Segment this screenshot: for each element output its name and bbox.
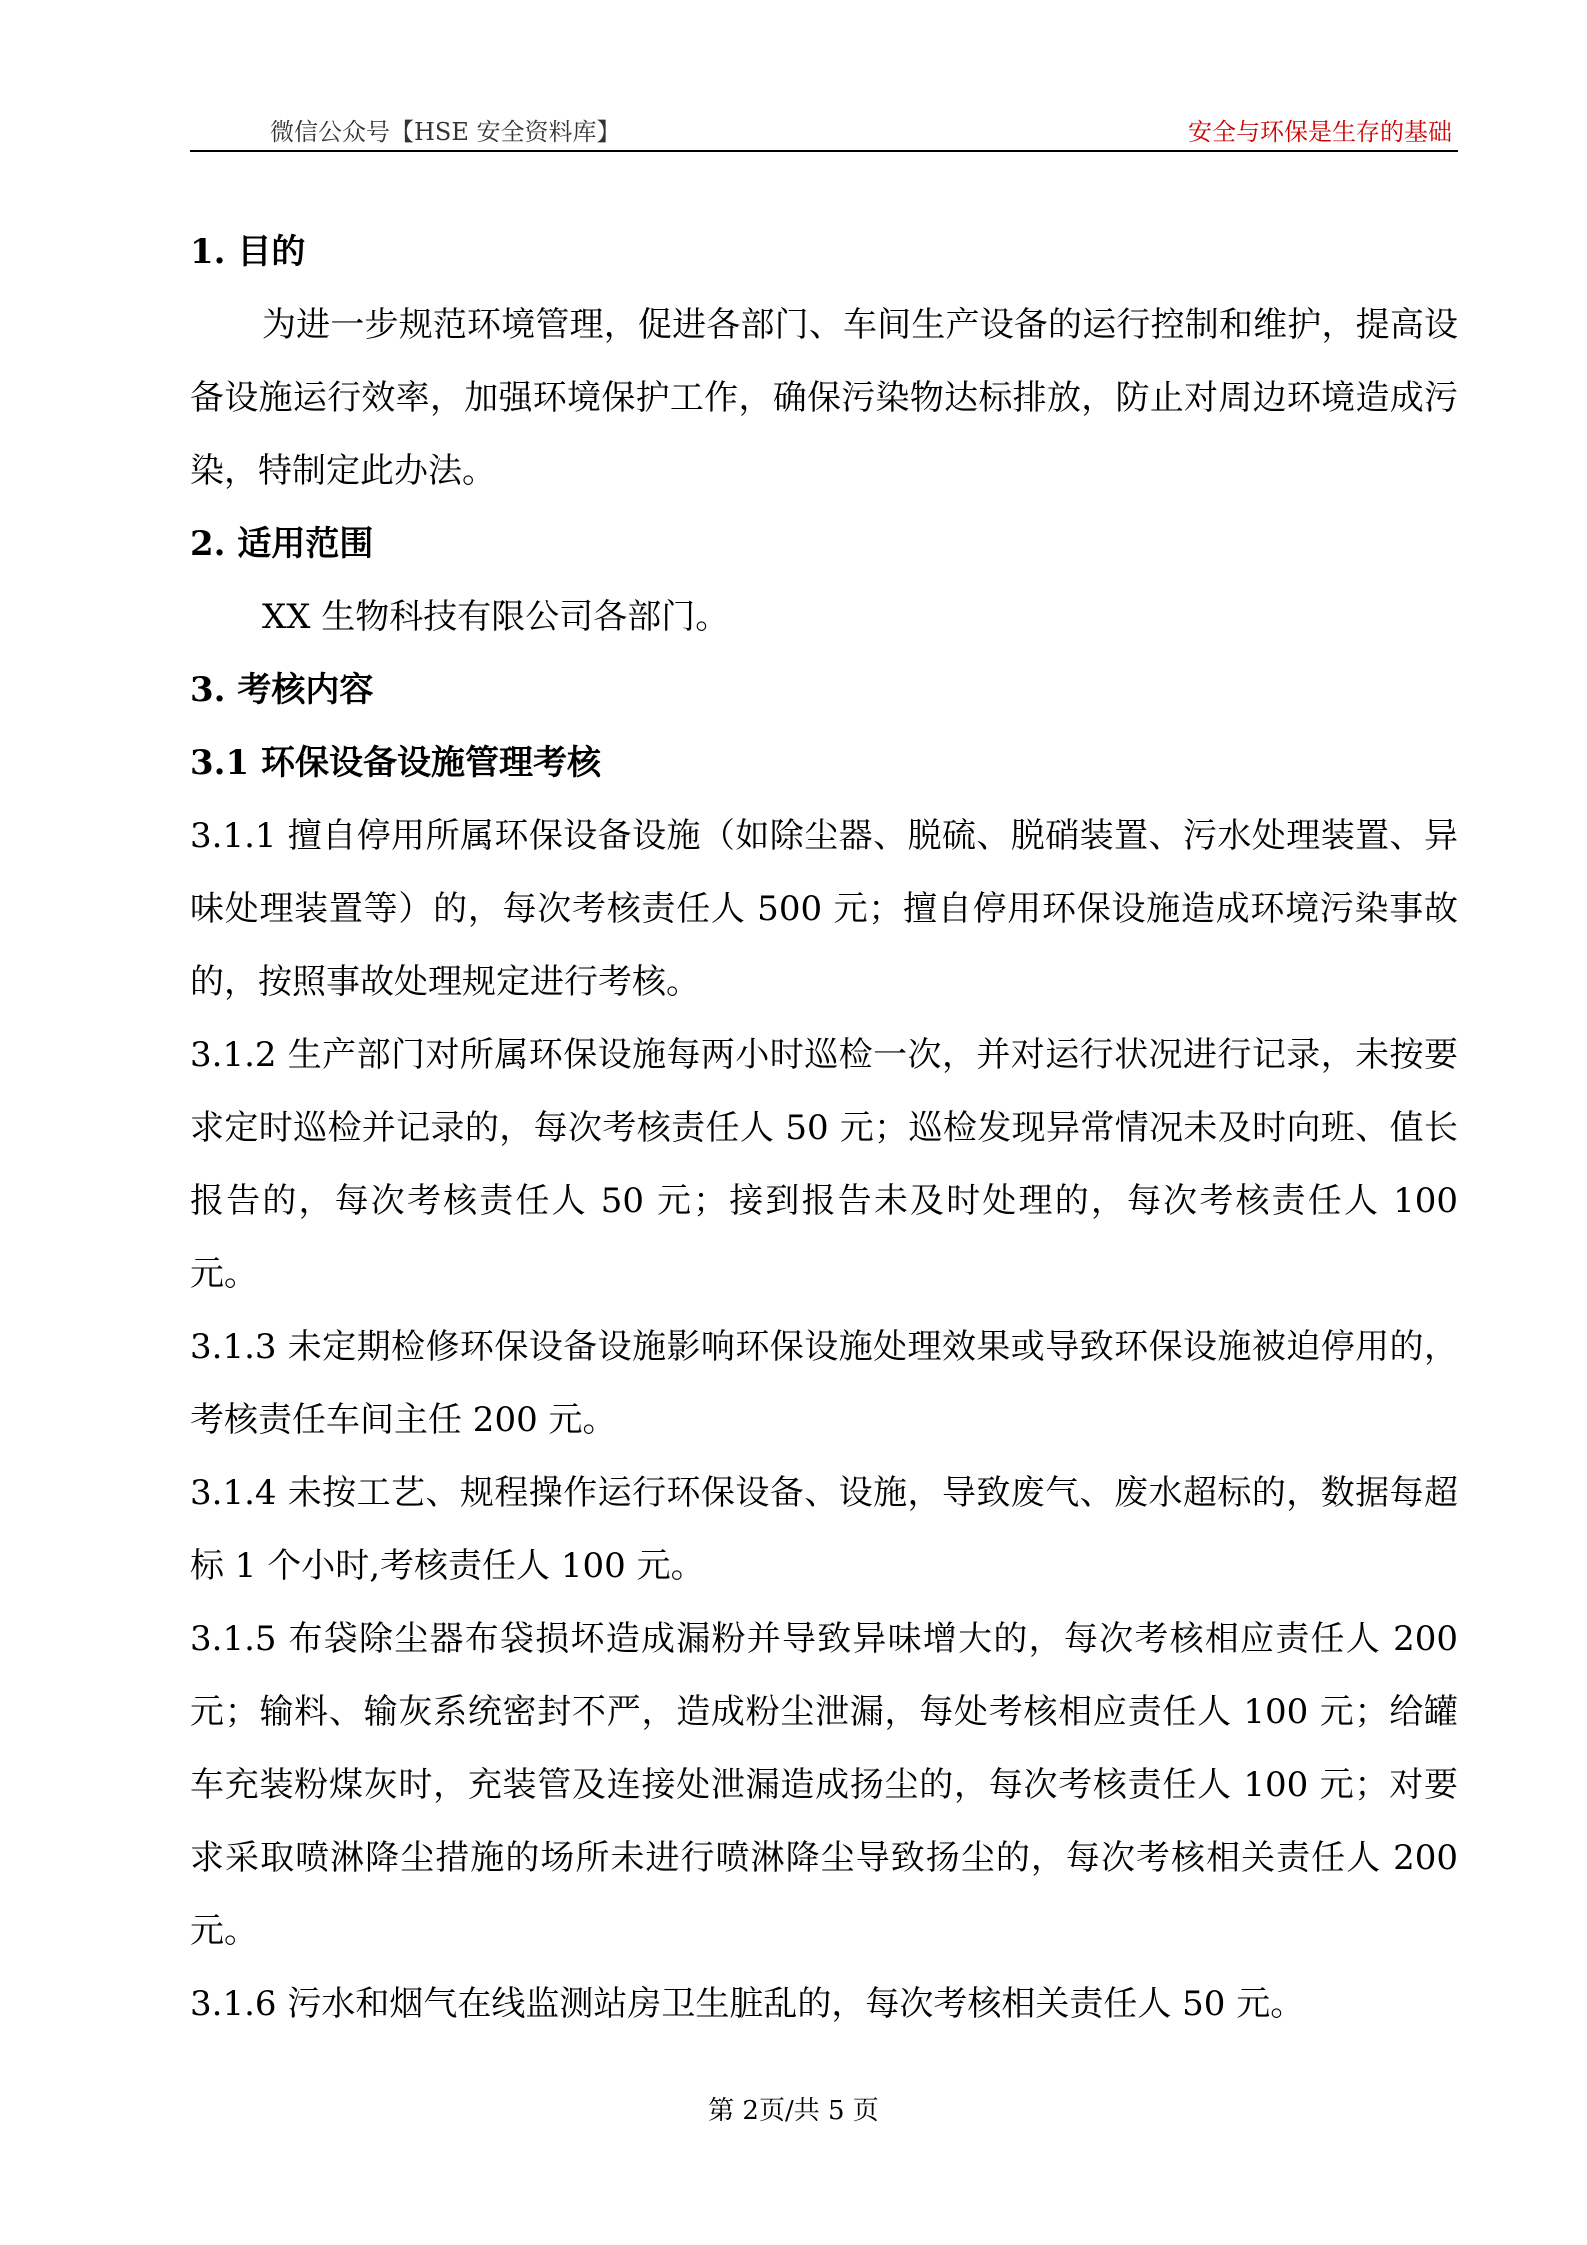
section-title-scope: 2. 适用范围 xyxy=(190,524,374,564)
document-body xyxy=(190,216,1458,2041)
clause-3-1-4: 3.1.4 未按工艺、规程操作运行环保设备、设施，导致废气、废水超标的，数据每超标 1 个小时,考核责任人 100 元。 xyxy=(190,1473,1458,1586)
clause-3-1-1: 3.1.1 擅自停用所属环保设备设施（如除尘器、脱硫、脱硝装置、污水处理装置、异味处理装置等）的，每次考核责任人 500 元；擅自停用环保设施造成环境污染事故的，按照事故处理规定进行考核。 xyxy=(190,816,1458,1002)
page-number: 第 2页/共 5 页 xyxy=(708,2096,879,2126)
section-title-assessment: 3. 考核内容 xyxy=(190,670,374,710)
page-header xyxy=(190,100,1458,152)
header-source-label: 微信公众号【HSE 安全资料库】 xyxy=(270,118,621,146)
section-body-purpose: 为进一步规范环境管理，促进各部门、车间生产设备的运行控制和维护，提高设备设施运行效率，加强环境保护工作，确保污染物达标排放，防止对周边环境造成污染，特制定此办法。 xyxy=(190,305,1458,491)
header-slogan: 安全与环保是生存的基础 xyxy=(1188,118,1452,146)
clause-3-1-5: 3.1.5 布袋除尘器布袋损坏造成漏粉并导致异味增大的，每次考核相应责任人 200 元；输料、输灰系统密封不严，造成粉尘泄漏，每处考核相应责任人 100 元；给罐车充装粉煤灰时，充装管及连接处泄漏造成扬尘的，每次考核责任人 100 元；对要求采取喷淋降尘措施的场所未进行喷淋降尘导致扬尘的，每次考核相关责任人 200 元。 xyxy=(190,1619,1458,1951)
clause-3-1-2: 3.1.2 生产部门对所属环保设施每两小时巡检一次，并对运行状况进行记录，未按要求定时巡检并记录的，每次考核责任人 50 元；巡检发现异常情况未及时向班、值长报告的，每次考核责任人 50 元；接到报告未及时处理的，每次考核责任人 100 元。 xyxy=(190,1035,1458,1294)
section-body-scope: XX 生物科技有限公司各部门。 xyxy=(262,597,730,637)
section-title-purpose: 1. 目的 xyxy=(190,232,306,272)
clause-3-1-3: 3.1.3 未定期检修环保设备设施影响环保设施处理效果或导致环保设施被迫停用的，考核责任车间主任 200 元。 xyxy=(190,1327,1458,1440)
clause-3-1-6: 3.1.6 污水和烟气在线监测站房卫生脏乱的，每次考核相关责任人 50 元。 xyxy=(190,1984,1305,2024)
subsection-title-equipment: 3.1 环保设备设施管理考核 xyxy=(190,743,601,783)
